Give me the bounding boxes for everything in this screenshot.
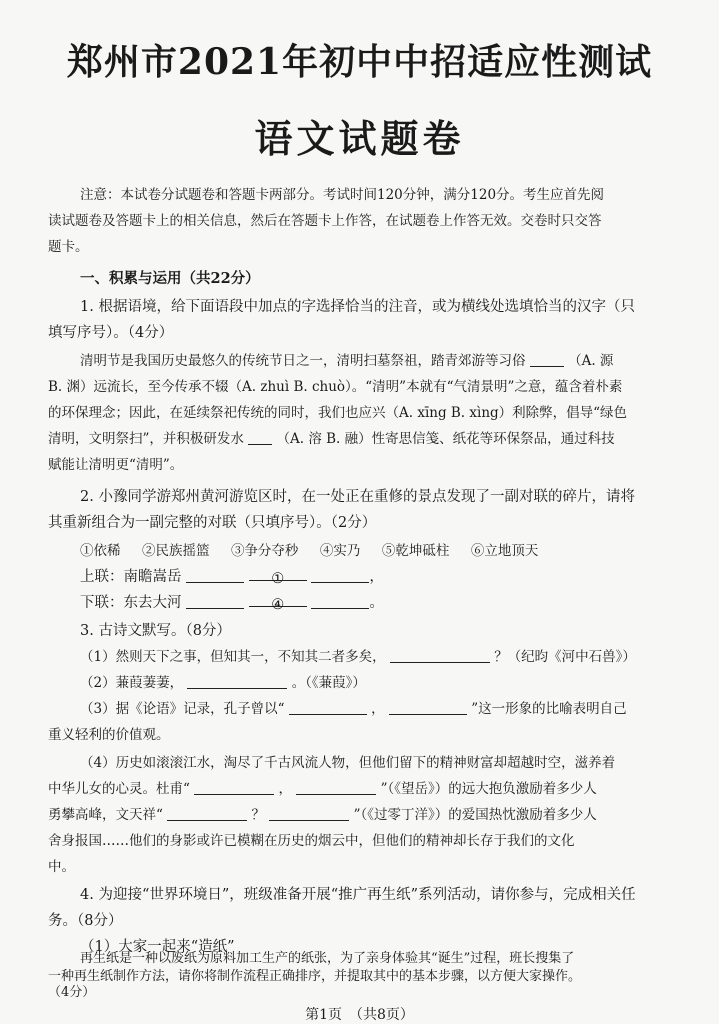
q4-stem-line-2: 务。（8分） — [48, 913, 123, 929]
q3-item-3-comma: ， — [371, 701, 385, 717]
q2-lower-blank-3[interactable] — [311, 594, 369, 609]
section-heading: 一、积累与运用（共22分） — [80, 270, 260, 287]
q1-passage-line-4 — [48, 426, 688, 452]
q1-passage-line-3: 的环保理念；因此，在延续祭祀传统的同时，我们也应兴（A. xīng B. xìng）利除弊，倡导“绿色 — [48, 405, 628, 421]
page-footer: 第1页 （共8页） — [305, 1007, 414, 1023]
q3-item-4-line-2 — [48, 776, 688, 802]
q2-lower-couplet: 下联：东去大河 ④ 。 — [80, 590, 688, 616]
q3-item-3-tail: ”这一形象的比喻表明自己 — [471, 701, 627, 717]
q3-item-2-text: （2）蒹葭萋萋， — [80, 675, 184, 691]
q3-item-4-line-3 — [48, 802, 688, 828]
exam-title: 郑州市2021年初中中招适应性测试 — [66, 41, 653, 83]
notice-line-3: 题卡。 — [48, 239, 89, 255]
q1-passage-line-1 — [80, 348, 688, 374]
q3-blank-3b[interactable] — [389, 700, 467, 715]
q1-stem-line-2: 填写序号）。（4分） — [48, 325, 174, 341]
q4-body-line-1: 再生纸是一种以废纸为原料加工生产的纸张，为了亲身体验其“诞生”过程，班长搜集了 — [80, 951, 575, 966]
q3-stem: 3. 古诗文默写。（8分） — [80, 623, 231, 639]
q3-item-4-line-5: 中。 — [48, 859, 75, 875]
q3-item-4-text: 勇攀高峰，文天祥“ — [48, 807, 163, 823]
q1-passage-text: 清明节是我国历史最悠久的传统节日之一，清明扫墓祭祖，踏青郊游等习俗 — [80, 353, 526, 369]
q3-item-4-text: ”（《过零丁洋》）的爱国热忱激励着多少人 — [353, 807, 597, 823]
q2-options — [80, 538, 688, 564]
q2-option-2: ②民族摇篮 — [141, 543, 210, 559]
q3-item-1-source: ？（纪昀《河中石兽》） — [494, 649, 636, 665]
q1-stem-line-1: 1. 根据语境，给下面语段中加点的字选择恰当的注音，或为横线处选填恰当的汉字（只 — [80, 299, 635, 315]
q2-upper-label: 上联：南瞻嵩岳 — [80, 569, 182, 585]
q3-item-1 — [80, 644, 688, 670]
q3-item-3 — [80, 696, 688, 722]
q3-item-4-text: 中华儿女的心灵。杜甫“ — [48, 781, 190, 797]
q4-body-line-2: 一种再生纸制作方法，请你将制作流程正确排序，并提取其中的基本步骤，以方便大家操作。 — [48, 969, 582, 984]
q2-lower-blank-2[interactable] — [249, 592, 307, 613]
q3-item-4-text: ， — [278, 781, 292, 797]
q2-lower-blank-1[interactable] — [186, 594, 244, 609]
q3-blank-4a[interactable] — [194, 780, 274, 795]
q3-blank-4b[interactable] — [296, 780, 376, 795]
notice-line-2: 读试题卷及答题卡上的相关信息，然后在答题卡上作答，在试题卷上作答无效。交卷时只交答 — [48, 213, 602, 229]
q3-blank-1[interactable] — [390, 648, 490, 663]
q4-body-line-3: （4分） — [48, 985, 96, 1000]
q1-passage-text: 清明，文明祭扫”，并积极研发水 — [48, 431, 244, 447]
q1-passage-line-2: B. 渊）远流长，至今传承不辍（A. zhuì B. chuò）。“清明”本就有“气清景明”之意，蕴含着朴素 — [48, 379, 623, 395]
q2-option-3: ③争分夺秒 — [230, 543, 299, 559]
q1-passage-text: （A. 源 — [568, 353, 614, 369]
q2-lower-filled: ④ — [271, 597, 285, 613]
q3-item-4-text: ？ — [251, 807, 265, 823]
q1-passage-line-5: 赋能让清明更“清明”。 — [48, 457, 184, 473]
q2-lower-label: 下联：东去大河 — [80, 595, 182, 611]
q2-upper-filled: ① — [271, 571, 285, 587]
q3-item-2-source: 。（《蒹葭》） — [291, 675, 366, 691]
q4-sub-1: （1）大家一起来“造纸” — [80, 939, 235, 955]
q1-passage-text: （A. 溶 B. 融）性寄思信笺、纸花等环保祭品，通过科技 — [276, 431, 615, 447]
notice-line-1: 注意：本试卷分试题卷和答题卡两部分。考试时间120分钟，满分120分。考生应首先阅 — [80, 187, 605, 203]
q3-blank-4d[interactable] — [269, 806, 349, 821]
q3-item-3-text: （3）据《论语》记录，孔子曾以“ — [80, 701, 285, 717]
q3-item-4-line-4: 舍身报国……他们的身影或许已模糊在历史的烟云中，但他们的精神却长存于我们的文化 — [48, 833, 575, 849]
q3-blank-4c[interactable] — [167, 806, 247, 821]
q3-item-1-text: （1）然则天下之事，但知其一，不知其二者多矣， — [80, 649, 386, 665]
q2-stem-line-2: 其重新组合为一副完整的对联（只填序号）。（2分） — [48, 515, 377, 531]
q1-blank-1[interactable] — [530, 352, 564, 367]
q2-upper-blank-1[interactable] — [186, 568, 244, 583]
q2-option-1: ①依稀 — [80, 543, 121, 559]
q2-upper-couplet: 上联：南瞻嵩岳 ① ， — [80, 564, 688, 590]
q3-item-4-line-1: （4）历史如滚滚江水，淘尽了千古风流人物，但他们留下的精神财富却超越时空，滋养着 — [80, 755, 616, 771]
q1-blank-2[interactable] — [248, 430, 272, 445]
exam-subtitle: 语文试题卷 — [254, 116, 465, 161]
q3-item-4-text: ”（《望岳》）的远大抱负激励着多少人 — [380, 781, 597, 797]
q3-blank-2[interactable] — [187, 674, 287, 689]
q3-blank-3a[interactable] — [289, 700, 367, 715]
q2-upper-blank-3[interactable] — [311, 568, 369, 583]
q3-item-2 — [80, 670, 688, 696]
q2-option-4: ④实乃 — [319, 543, 361, 559]
q2-upper-blank-2[interactable] — [249, 566, 307, 587]
q2-option-6: ⑥立地顶天 — [470, 543, 539, 559]
q3-item-3-line-2: 重义轻利的价值观。 — [48, 727, 170, 743]
q2-stem-line-1: 2. 小豫同学游郑州黄河游览区时，在一处正在重修的景点发现了一副对联的碎片，请将 — [80, 489, 635, 505]
q2-option-5: ⑤乾坤砥柱 — [381, 543, 450, 559]
q4-stem-line-1: 4. 为迎接“世界环境日”，班级准备开展“推广再生纸”系列活动，请你参与，完成相关任 — [80, 887, 636, 903]
